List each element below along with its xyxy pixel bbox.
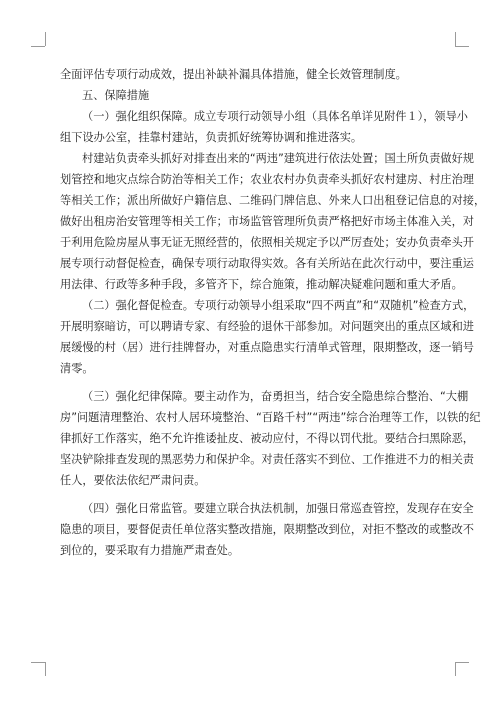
text-line: 等相关工作；派出所做好户籍信息、二维码门牌信息、外来人口出租登记信息的对接， (60, 194, 486, 207)
crop-mark-bottom-left-h (31, 662, 45, 663)
text-line: 到位的，要采取有力措施严肃查处。 (60, 544, 240, 557)
text-line: 村建站负责牵头抓好对排查出来的“两违”建筑进行依法处置；国土所负责做好规 (82, 152, 474, 165)
text-line: 展缓慢的村（居）进行挂牌督办，对重点隐患实行清单式管理，限期整改，逐一销号 (60, 341, 474, 354)
crop-mark-top-right-v (455, 32, 456, 46)
text-line: 用法律、行政等多种手段，多管齐下，综合施策，推动解决疑难问题和重大矛盾。 (60, 278, 463, 291)
text-line: （二）强化督促检查。专项行动领导小组采取“四不两直”和“双随机”检查方式， (82, 299, 475, 312)
text-line: 展专项行动督促检查，确保专项行动取得实效。各有关所站在此次行动中，要注重运 (60, 257, 474, 270)
text-line: （三）强化纪律保障。要主动作为，奋勇担当，结合安全隐患综合整治、“大棚 (82, 390, 469, 403)
text-line: 任人，要依法依纪严肃问责。 (60, 474, 206, 487)
paragraph-gap (60, 491, 444, 498)
crop-mark-bottom-right-h (455, 662, 469, 663)
text-line: 划管控和地灾点综合防治等相关工作；农业农村办负责牵头抓好农村建房、村庄治理 (60, 173, 474, 186)
text-line: （四）强化日常监管。要建立联合执法机制，加强日常巡查管控，发现存在安全 (82, 502, 474, 515)
document-body (60, 64, 486, 561)
crop-mark-top-right-h (455, 46, 469, 47)
text-line: 于利用危险房屋从事无证无照经营的，依照相关规定予以严厉查处；安办负责牵头开 (60, 236, 474, 249)
text-line: 坚决铲除排查发现的黑恶势力和保护伞。对责任落实不到位、工作推进不力的相关责 (60, 453, 474, 466)
text-line: 开展明察暗访，可以聘请专家、有经验的退休干部参加。对问题突出的重点区域和进 (60, 320, 474, 333)
text-line: 做好出租房治安管理等相关工作；市场监管管理所负责严格把好市场主体准入关，对 (60, 215, 474, 228)
text-line: （一）强化组织保障。成立专项行动领导小组（具体名单详见附件１），领导小 (82, 110, 468, 123)
paragraph-gap (60, 379, 444, 386)
crop-mark-bottom-left-v (45, 662, 46, 676)
crop-mark-top-left-v (45, 32, 46, 46)
text-line: 清零。 (60, 362, 94, 375)
text-line: 隐患的项目，要督促责任单位落实整改措施，限期整改到位，对拒不整改的或整改不 (60, 523, 474, 536)
text-line: 房”问题清理整治、农村人居环境整治、“百路千村”“两违”综合治理等工作，以铁的纪 (60, 411, 481, 424)
text-line: 全面评估专项行动成效，提出补缺补漏具体措施，健全长效管理制度。 (60, 68, 407, 81)
crop-mark-top-left-h (31, 46, 45, 47)
text-line: 律抓好工作落实，绝不允许推诿扯皮、被动应付，不得以罚代批。要结合扫黑除恶， (60, 432, 474, 445)
section-heading: 五、保障措施 (82, 89, 150, 102)
text-line: 组下设办公室，挂靠村建站，负责抓好统筹协调和推进落实。 (60, 131, 363, 144)
crop-mark-bottom-right-v (455, 662, 456, 676)
